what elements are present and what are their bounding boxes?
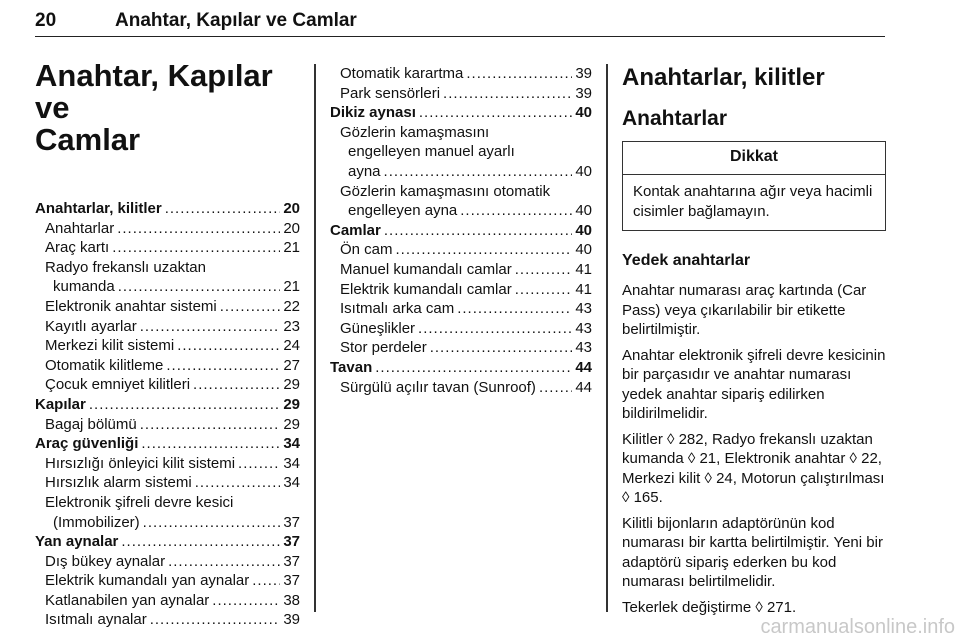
page-number: 20 xyxy=(35,10,57,31)
toc-entry[interactable] xyxy=(330,299,592,319)
toc-page-number: 40 xyxy=(575,202,592,220)
toc-entry[interactable] xyxy=(330,123,592,182)
toc-entry[interactable] xyxy=(35,493,300,532)
toc-leader-dots xyxy=(430,338,573,358)
toc-list xyxy=(35,199,300,630)
toc-leader-dots xyxy=(384,162,573,182)
toc-leader-dots xyxy=(375,358,572,378)
toc-leader-dots xyxy=(419,103,572,123)
toc-page-number: 44 xyxy=(575,358,592,376)
toc-section-entry[interactable] xyxy=(35,532,300,552)
toc-page-number: 27 xyxy=(283,356,300,374)
toc-entry[interactable] xyxy=(35,317,300,337)
caution-title: Dikkat xyxy=(623,142,885,175)
toc-entry-label: Tavan xyxy=(330,358,373,376)
toc-section-entry[interactable] xyxy=(330,221,592,241)
toc-leader-dots xyxy=(121,532,280,552)
toc-entry-label: Gözlerin kamaşmasını otomatik xyxy=(340,182,551,200)
toc-page-number: 29 xyxy=(283,376,300,394)
toc-entry-label: Kapılar xyxy=(35,395,86,413)
toc-entry-label: engelleyen manuel ayarlı xyxy=(348,143,515,161)
toc-entry[interactable] xyxy=(35,356,300,376)
column-divider xyxy=(606,64,608,612)
toc-leader-dots xyxy=(460,201,572,221)
toc-entry[interactable] xyxy=(35,552,300,572)
toc-entry-label: Kayıtlı ayarlar xyxy=(45,317,137,335)
toc-entry[interactable] xyxy=(330,240,592,260)
toc-entry[interactable] xyxy=(35,473,300,493)
toc-page-number: 22 xyxy=(283,297,300,315)
paragraph: Tekerlek değiştirme ◊ 271. xyxy=(622,598,797,616)
toc-page-number: 23 xyxy=(283,317,300,335)
toc-entry-label: Anahtarlar, kilitler xyxy=(35,200,162,217)
toc-entry-label: Park sensörleri xyxy=(340,84,441,102)
toc-leader-dots xyxy=(396,240,573,260)
toc-entry-label: Araç kartı xyxy=(45,239,110,257)
toc-entry-label: Radyo frekanslı uzaktan xyxy=(45,258,206,276)
column-divider xyxy=(314,64,316,612)
toc-entry-label: Hırsızlık alarm sistemi xyxy=(45,474,192,492)
toc-list xyxy=(330,64,592,397)
toc-page-number: 37 xyxy=(283,533,300,551)
toc-entry[interactable] xyxy=(35,238,300,258)
toc-entry-label: Camlar xyxy=(330,221,381,239)
toc-leader-dots xyxy=(238,454,280,474)
toc-entry-label: Otomatik kilitleme xyxy=(45,356,164,374)
subsection-title: Anahtarlar xyxy=(622,107,728,130)
toc-entry[interactable] xyxy=(35,219,300,239)
toc-page-number: 21 xyxy=(283,278,300,296)
toc-entry-label: Merkezi kilit sistemi xyxy=(45,337,175,355)
toc-leader-dots xyxy=(457,299,572,319)
toc-page-number: 34 xyxy=(283,454,300,472)
toc-entry-label: Stor perdeler xyxy=(340,339,427,357)
toc-entry-label: Isıtmalı aynalar xyxy=(45,611,147,629)
toc-entry-label: Güneşlikler xyxy=(340,319,416,337)
toc-entry-label: Ön cam xyxy=(340,241,393,259)
toc-entry-label: Yan aynalar xyxy=(35,533,119,551)
toc-leader-dots xyxy=(143,513,281,533)
body-text xyxy=(622,281,886,617)
paragraph: Anahtar elektronik şifreli devre kesicinin bir parçasıdır ve anahtar numarası yedek anahtar sipariş edilirken bildirilmelidir. xyxy=(622,346,886,422)
toc-entry-label: Elektrik kumandalı yan aynalar xyxy=(45,572,250,590)
toc-page-number: 34 xyxy=(283,474,300,492)
toc-page-number: 44 xyxy=(575,378,592,396)
toc-leader-dots xyxy=(212,591,280,611)
toc-entry-label: Anahtarlar xyxy=(45,219,115,237)
toc-leader-dots xyxy=(89,395,280,415)
toc-entry[interactable] xyxy=(330,84,592,104)
toc-section-entry[interactable] xyxy=(35,395,300,415)
toc-entry[interactable] xyxy=(330,182,592,221)
toc-page-number: 37 xyxy=(283,513,300,531)
caution-box xyxy=(622,141,886,231)
toc-entry-label: Katlanabilen yan aynalar xyxy=(45,591,210,609)
toc-page-number: 39 xyxy=(575,84,592,102)
toc-entry-label: Hırsızlığı önleyici kilit sistemi xyxy=(45,454,236,472)
toc-leader-dots xyxy=(193,375,280,395)
paragraph: Kilitli bijonların adaptörünün kod numarası bir kartta belirtilmiştir. Yeni bir adaptörü sipariş ederken bu kod numarası belirtilmelidir. xyxy=(622,514,883,590)
spare-keys-title: Yedek anahtarlar xyxy=(622,252,751,269)
toc-column-2 xyxy=(330,64,592,397)
content-column xyxy=(622,64,886,623)
toc-page-number: 40 xyxy=(575,162,592,180)
toc-entry-label: Sürgülü açılır tavan (Sunroof) xyxy=(340,378,536,396)
toc-page-number: 40 xyxy=(575,221,592,239)
toc-page-number: 43 xyxy=(575,319,592,337)
toc-leader-dots xyxy=(165,199,281,219)
toc-leader-dots xyxy=(539,378,572,398)
toc-entry-label: engelleyen ayna xyxy=(348,202,458,220)
toc-page-number: 37 xyxy=(283,552,300,570)
watermark: carmanualsonline.info xyxy=(760,616,955,638)
toc-entry-label: Elektrik kumandalı camlar xyxy=(340,280,512,298)
toc-entry[interactable] xyxy=(35,415,300,435)
toc-page-number: 43 xyxy=(575,339,592,357)
toc-entry[interactable] xyxy=(35,375,300,395)
toc-page-number: 24 xyxy=(283,337,300,355)
toc-page-number: 34 xyxy=(283,435,300,453)
toc-entry-label: Elektronik şifreli devre kesici xyxy=(45,493,234,511)
toc-leader-dots xyxy=(150,610,281,630)
toc-leader-dots xyxy=(418,319,572,339)
toc-entry-label: Isıtmalı arka cam xyxy=(340,300,455,318)
toc-leader-dots xyxy=(515,260,573,280)
toc-entry-label: kumanda xyxy=(53,278,115,296)
toc-page-number: 43 xyxy=(575,300,592,318)
toc-entry-label: Gözlerin kamaşmasını xyxy=(340,123,490,141)
toc-entry[interactable] xyxy=(330,319,592,339)
toc-leader-dots xyxy=(466,64,572,84)
toc-page-number: 20 xyxy=(283,200,300,217)
toc-entry[interactable] xyxy=(35,454,300,474)
toc-entry[interactable] xyxy=(330,280,592,300)
page-header xyxy=(35,6,885,37)
toc-page-number: 40 xyxy=(575,241,592,259)
section-title: Anahtarlar, kilitler xyxy=(622,64,825,91)
toc-entry[interactable] xyxy=(330,260,592,280)
toc-entry-label: Manuel kumandalı camlar xyxy=(340,260,512,278)
caution-text: Kontak anahtarına ağır veya hacimli cisimler bağlamayın. xyxy=(633,183,873,220)
paragraph: Anahtar numarası araç kartında (Car Pass) veya çıkarılabilir bir etikette belirtilmiştir. xyxy=(622,282,867,338)
toc-leader-dots xyxy=(443,84,572,104)
toc-entry[interactable] xyxy=(35,336,300,356)
toc-leader-dots xyxy=(140,317,281,337)
toc-entry[interactable] xyxy=(35,571,300,591)
toc-entry-label: Bagaj bölümü xyxy=(45,415,137,433)
toc-entry[interactable] xyxy=(35,610,300,630)
chapter-title: Anahtar, Kapılar ve Camlar xyxy=(35,58,273,157)
toc-page-number: 41 xyxy=(575,280,592,298)
running-title: Anahtar, Kapılar ve Camlar xyxy=(115,10,357,31)
toc-leader-dots xyxy=(118,277,281,297)
toc-page-number: 39 xyxy=(575,65,592,82)
toc-leader-dots xyxy=(177,336,280,356)
toc-leader-dots xyxy=(112,238,280,258)
toc-leader-dots xyxy=(166,356,280,376)
toc-page-number: 41 xyxy=(575,260,592,278)
toc-entry[interactable] xyxy=(330,378,592,398)
toc-page-number: 29 xyxy=(283,395,300,413)
toc-entry-label: Çocuk emniyet kilitleri xyxy=(45,376,191,394)
toc-leader-dots xyxy=(195,473,281,493)
toc-page-number: 21 xyxy=(283,239,300,257)
toc-entry[interactable] xyxy=(35,297,300,317)
toc-page-number: 37 xyxy=(283,572,300,590)
toc-entry-label: Dış bükey aynalar xyxy=(45,552,166,570)
toc-entry[interactable] xyxy=(35,258,300,297)
toc-entry[interactable] xyxy=(330,64,592,84)
toc-entry[interactable] xyxy=(330,338,592,358)
toc-section-entry[interactable] xyxy=(330,358,592,378)
toc-section-entry[interactable] xyxy=(35,434,300,454)
toc-entry-label: Dikiz aynası xyxy=(330,104,416,122)
paragraph: Kilitler ◊ 282, Radyo frekanslı uzaktan kumanda ◊ 21, Elektronik anahtar ◊ 22, Merkezi kilit ◊ 24, Motorun çalıştırılması ◊ 165. xyxy=(622,430,885,506)
toc-entry-label: (Immobilizer) xyxy=(53,513,140,531)
toc-section-entry[interactable] xyxy=(330,103,592,123)
toc-leader-dots xyxy=(140,415,281,435)
toc-entry-label: Elektronik anahtar sistemi xyxy=(45,297,217,315)
toc-page-number: 38 xyxy=(283,591,300,609)
toc-leader-dots xyxy=(168,552,280,572)
toc-leader-dots xyxy=(220,297,281,317)
toc-column-1 xyxy=(35,60,300,630)
toc-leader-dots xyxy=(117,219,280,239)
toc-leader-dots xyxy=(384,221,572,241)
toc-page-number: 40 xyxy=(575,104,592,122)
toc-page-number: 29 xyxy=(283,415,300,433)
toc-leader-dots xyxy=(515,280,573,300)
toc-entry-label: ayna xyxy=(348,162,381,180)
toc-section-entry[interactable] xyxy=(35,199,300,219)
toc-entry-label: Otomatik karartma xyxy=(340,65,464,82)
toc-page-number: 39 xyxy=(283,611,300,629)
toc-leader-dots xyxy=(252,571,280,591)
toc-page-number: 20 xyxy=(283,219,300,237)
toc-leader-dots xyxy=(141,434,280,454)
toc-entry[interactable] xyxy=(35,591,300,611)
toc-entry-label: Araç güvenliği xyxy=(35,435,139,453)
